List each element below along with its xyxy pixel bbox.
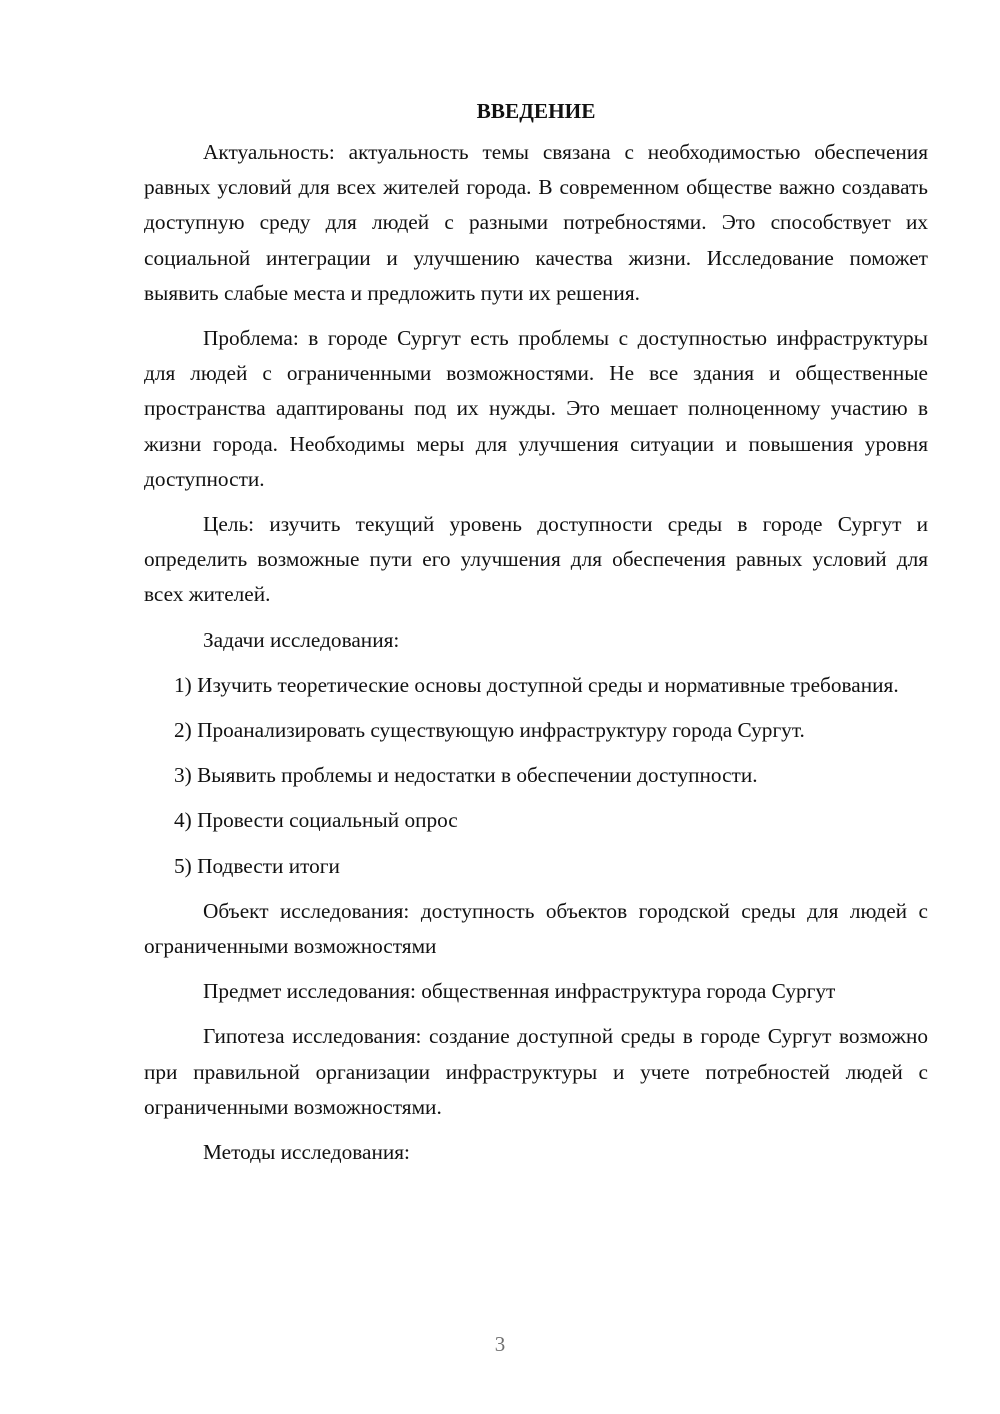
tasks-heading: Задачи исследования: <box>203 627 400 652</box>
task-item-2: 2) Проанализировать существующую инфраструктуру города Сургут. <box>174 718 805 743</box>
page-title: ВВЕДЕНИЕ <box>476 99 596 123</box>
task-item-1: 1) Изучить теоретические основы доступной среды и нормативные требования. <box>174 672 899 697</box>
object-paragraph: Объект исследования: доступность объектов городской среды для людей с ограниченными возможностями <box>144 898 928 959</box>
relevance-paragraph: Актуальность: актуальность темы связана с необходимостью обеспечения равных условий для всех жителей города. В современном обществе важно создавать доступную среду для людей с разными потребностями. Это способствует их социальной интеграции и улучшению качества жизни. Исследование поможет выявить слабые места и предложить пути их решения. <box>144 140 928 305</box>
task-item-3: 3) Выявить проблемы и недостатки в обеспечении доступности. <box>174 763 758 788</box>
task-item-4: 4) Провести социальный опрос <box>174 808 458 833</box>
task-item-5: 5) Подвести итоги <box>174 853 340 878</box>
page-number: 3 <box>494 1332 506 1356</box>
problem-paragraph: Проблема: в городе Сургут есть проблемы с доступностью инфраструктуры для людей с ограниченными возможностями. Не все здания и общественные пространства адаптированы под их нужды. Это мешает полноценному участию в жизни города. Необходимы меры для улучшения ситуации и повышения уровня доступности. <box>144 326 928 491</box>
methods-heading: Методы исследования: <box>203 1140 410 1165</box>
page-content <box>144 95 928 1180</box>
hypothesis-paragraph: Гипотеза исследования: создание доступной среды в городе Сургут возможно при правильной организации инфраструктуры и учете потребностей людей с ограниченными возможностями. <box>144 1024 928 1119</box>
goal-paragraph: Цель: изучить текущий уровень доступности среды в городе Сургут и определить возможные пути его улучшения для обеспечения равных условий для всех жителей. <box>144 512 928 607</box>
subject-paragraph: Предмет исследования: общественная инфраструктура города Сургут <box>203 979 836 1004</box>
